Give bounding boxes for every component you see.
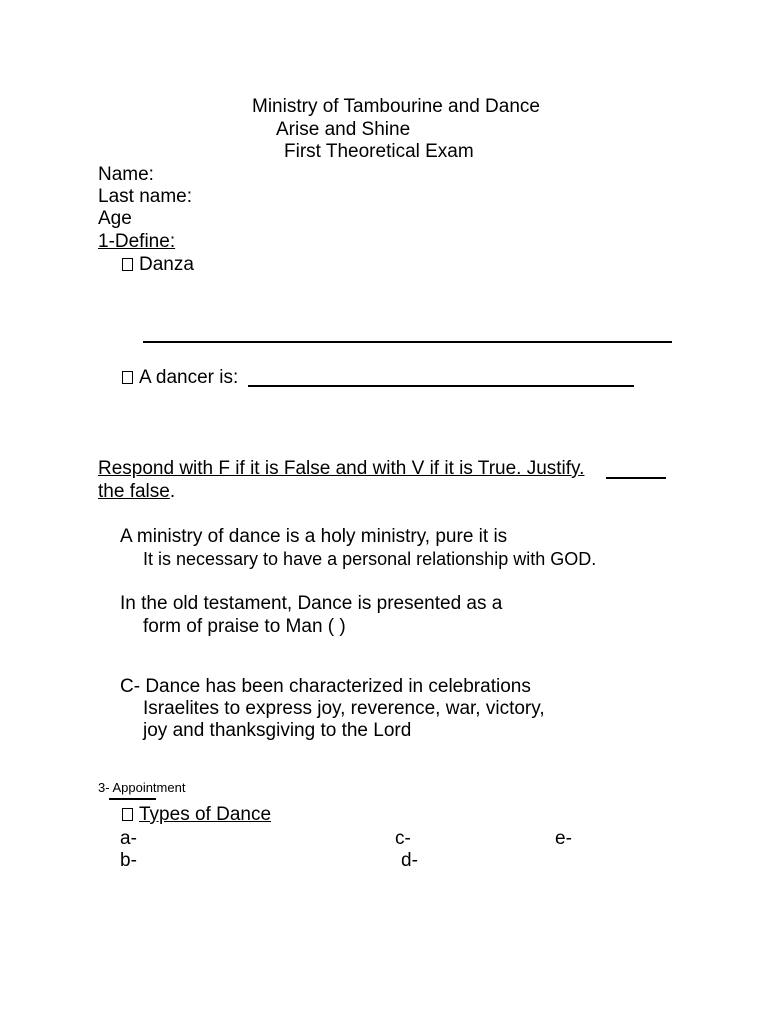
define-item-danza xyxy=(122,254,194,276)
question-3-line1: C- Dance has been characterized in celebrations xyxy=(120,676,531,697)
answer-line-danza xyxy=(143,341,672,343)
define-item-dancer xyxy=(122,367,238,389)
true-false-instruction-line2 xyxy=(98,481,175,503)
checkbox-icon xyxy=(122,808,133,821)
appointment-underline xyxy=(109,798,156,800)
answer-b-label: b- xyxy=(120,850,137,871)
define-item-danza-label: Danza xyxy=(139,254,194,275)
instruction-text: Respond with F if it is False and with V if it is True. Justify. xyxy=(98,458,585,479)
question-3-line2: Israelites to express joy, reverence, war, victory, xyxy=(143,698,545,719)
answer-e-label: e- xyxy=(555,828,572,849)
types-of-dance-heading xyxy=(122,804,271,826)
answer-d-label: d- xyxy=(401,850,418,871)
instruction-text-2: the false xyxy=(98,481,170,502)
types-of-dance-label: Types of Dance xyxy=(139,804,272,825)
name-label: Name: xyxy=(98,164,154,185)
question-3-line3: joy and thanksgiving to the Lord xyxy=(143,720,412,741)
answer-line-dancer xyxy=(248,385,634,387)
instruction-period: . xyxy=(169,481,176,502)
answer-c-label: c- xyxy=(395,828,411,849)
checkbox-icon xyxy=(122,258,133,271)
question-1-line2: It is necessary to have a personal relationship with GOD. xyxy=(143,549,597,569)
last-name-label: Last name: xyxy=(98,186,192,207)
question-2-line1: In the old testament, Dance is presented as a xyxy=(120,593,503,614)
section-appointment-title: 3- Appointment xyxy=(98,780,186,795)
section-define-title: 1-Define: xyxy=(98,231,176,252)
exam-title: First Theoretical Exam xyxy=(284,141,474,162)
checkbox-icon xyxy=(122,371,133,384)
instruction-underline-tail xyxy=(606,477,666,479)
question-1-line1: A ministry of dance is a holy ministry, pure it is xyxy=(120,526,508,547)
header-ministry: Ministry of Tambourine and Dance xyxy=(252,96,540,117)
age-label: Age xyxy=(98,208,132,229)
define-item-dancer-label: A dancer is: xyxy=(139,367,239,388)
question-2-line2: form of praise to Man ( ) xyxy=(143,616,346,637)
true-false-instruction-line1 xyxy=(98,458,584,480)
answer-a-label: a- xyxy=(120,828,137,849)
header-subtitle: Arise and Shine xyxy=(276,119,411,140)
